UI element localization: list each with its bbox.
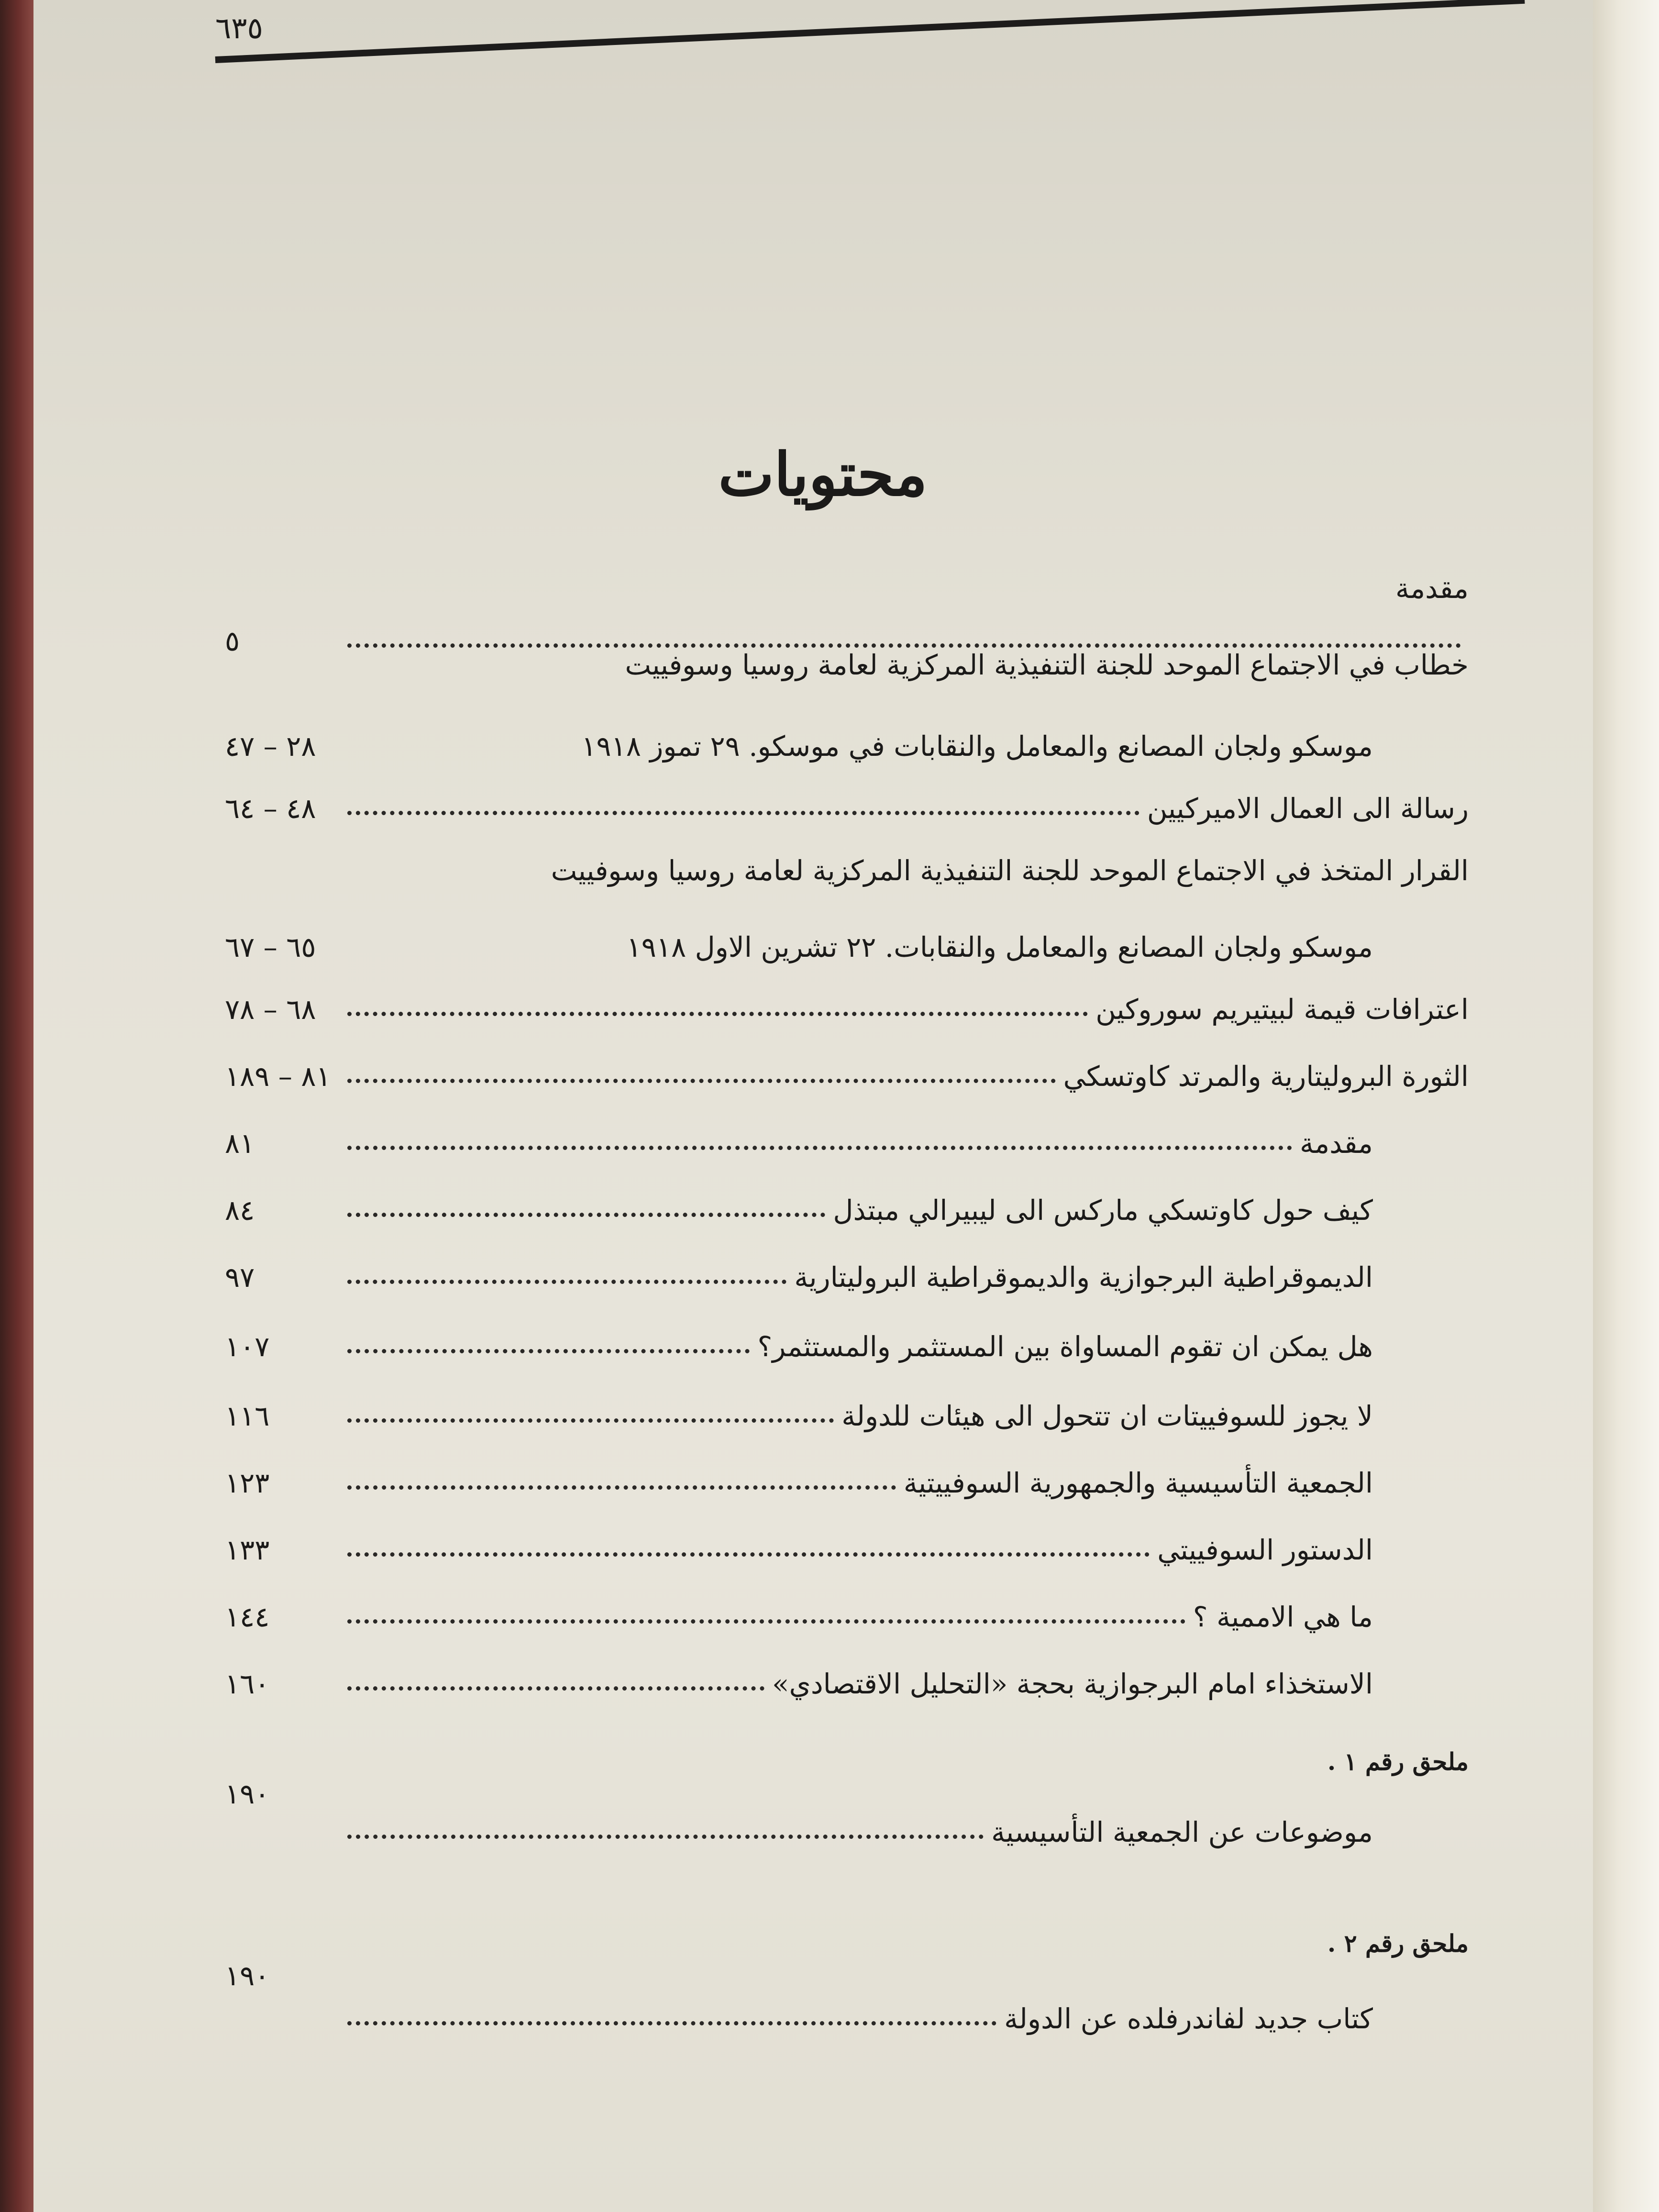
dot-leader (347, 1271, 786, 1284)
toc-entry-pages: ١٩٠ (225, 1778, 270, 1810)
toc-entry-label: خطاب في الاجتماع الموحد للجنة التنفيذية المركزية لعامة روسيا وسوفييت (625, 649, 1469, 681)
dot-leader (347, 1826, 984, 1839)
dot-leader (347, 802, 1139, 815)
toc-entry-label: رسالة الى العمال الاميركيين (1147, 792, 1469, 825)
toc-entry (225, 928, 1469, 966)
toc-entry (225, 1741, 1469, 1810)
toc-entry (225, 2000, 1469, 2038)
toc-entry-label: الاستخذاء امام البرجوازية بحجة «التحليل الاقتصادي» (772, 1668, 1373, 1700)
toc-entry-label: كيف حول كاوتسكي ماركس الى ليبيرالي مبتذل (833, 1194, 1373, 1227)
toc-entry-pages: ٨٤ (225, 1194, 255, 1227)
toc-entry-label: هل يمكن ان تقوم المساواة بين المستثمر والمستثمر؟ (757, 1330, 1373, 1363)
book-page (33, 0, 1598, 2212)
toc-entry (225, 1124, 1469, 1162)
toc-entry-pages: ٨١ (225, 1127, 255, 1160)
toc-title: محتويات (718, 440, 928, 509)
toc-entry (225, 1464, 1469, 1502)
toc-entry-pages: ١٢٣ (225, 1467, 270, 1499)
dot-leader (347, 1477, 896, 1490)
toc-entry (225, 1531, 1469, 1569)
dot-leader (347, 1678, 764, 1691)
toc-entry-pages: ١٩٠ (225, 1959, 270, 1992)
page-edge (1593, 0, 1659, 2212)
toc-entry-pages: ١٤٤ (225, 1601, 270, 1633)
toc-entry-pages: ٥ (225, 625, 240, 657)
toc-entry-label: الثورة البروليتارية والمرتد كاوتسكي (1063, 1060, 1469, 1093)
toc-entry (225, 1665, 1469, 1703)
toc-entry-pages: ٩٧ (225, 1261, 255, 1294)
dot-leader (347, 1410, 834, 1423)
toc-entry-pages: ١٠٧ (225, 1330, 270, 1363)
toc-entry (225, 789, 1469, 828)
dot-leader (347, 1611, 1185, 1624)
toc-entry-pages: ١١٦ (225, 1400, 270, 1432)
toc-entry (225, 1327, 1469, 1366)
toc-entry-pages: ٤٨ – ٦٤ (225, 792, 316, 825)
toc-entry-label: موضوعات عن الجمعية التأسيسية (991, 1816, 1373, 1848)
toc-entry-pages: ٢٨ – ٤٧ (225, 730, 316, 763)
header-rule (215, 0, 1525, 63)
toc-entry-label: ما هي الاممية ؟ (1193, 1601, 1373, 1633)
toc-entry-pages: ١٦٠ (225, 1668, 270, 1700)
toc-entry-label: الدستور السوفييتي (1157, 1534, 1373, 1566)
dot-leader (347, 1070, 1056, 1083)
toc-entry (225, 1258, 1469, 1296)
toc-entry-pages: ٨١ – ١٨٩ (225, 1060, 331, 1093)
dot-leader (347, 1137, 1292, 1150)
toc-entry-pages: ٦٥ – ٦٧ (225, 931, 316, 963)
toc-entry-label: كتاب جديد لفاندرفلده عن الدولة (1004, 2002, 1373, 2035)
toc-entry-continuation: موسكو ولجان المصانع والمعامل والنقابات. ٢٢ تشرين الاول ١٩١٨ (626, 931, 1373, 963)
dot-leader (347, 1340, 750, 1353)
toc-entry (225, 1397, 1469, 1435)
page-number: ٦٣٥ (215, 11, 263, 45)
toc-entry (225, 990, 1469, 1029)
toc-entry (225, 1813, 1469, 1851)
toc-entry-label: اعترافات قيمة لبيتيريم سوروكين (1095, 993, 1469, 1026)
toc-entry (225, 1057, 1469, 1095)
dot-leader (347, 1544, 1150, 1557)
toc-entry-label: مقدمة (1395, 572, 1469, 605)
toc-entry-label: ملحق رقم ١ . (1327, 1747, 1469, 1776)
toc-entry-pages: ٦٨ – ٧٨ (225, 993, 316, 1026)
toc-entry-continuation: موسكو ولجان المصانع والمعامل والنقابات في موسكو. ٢٩ تموز ١٩١٨ (581, 730, 1373, 763)
toc-entry-label: الديموقراطية البرجوازية والديموقراطية البروليتارية (794, 1261, 1373, 1294)
toc-entry-label: مقدمة (1299, 1127, 1373, 1160)
dot-leader (347, 1003, 1088, 1016)
dot-leader (347, 1204, 825, 1217)
toc-entry (225, 1598, 1469, 1636)
dot-leader (347, 2013, 996, 2025)
table-of-contents (225, 569, 1469, 2148)
toc-entry-label: ملحق رقم ٢ . (1327, 1929, 1469, 1958)
toc-entry-label: القرار المتخذ في الاجتماع الموحد للجنة التنفيذية المركزية لعامة روسيا وسوفييت (551, 854, 1469, 887)
book-binding (0, 0, 33, 2212)
toc-entry-pages: ١٣٣ (225, 1534, 270, 1566)
toc-entry (225, 1191, 1469, 1229)
toc-entry (225, 727, 1469, 765)
toc-entry-label: لا يجوز للسوفييتات ان تتحول الى هيئات للدولة (841, 1400, 1373, 1432)
toc-entry (225, 1923, 1469, 1992)
toc-entry-label: الجمعية التأسيسية والجمهورية السوفييتية (903, 1467, 1373, 1499)
